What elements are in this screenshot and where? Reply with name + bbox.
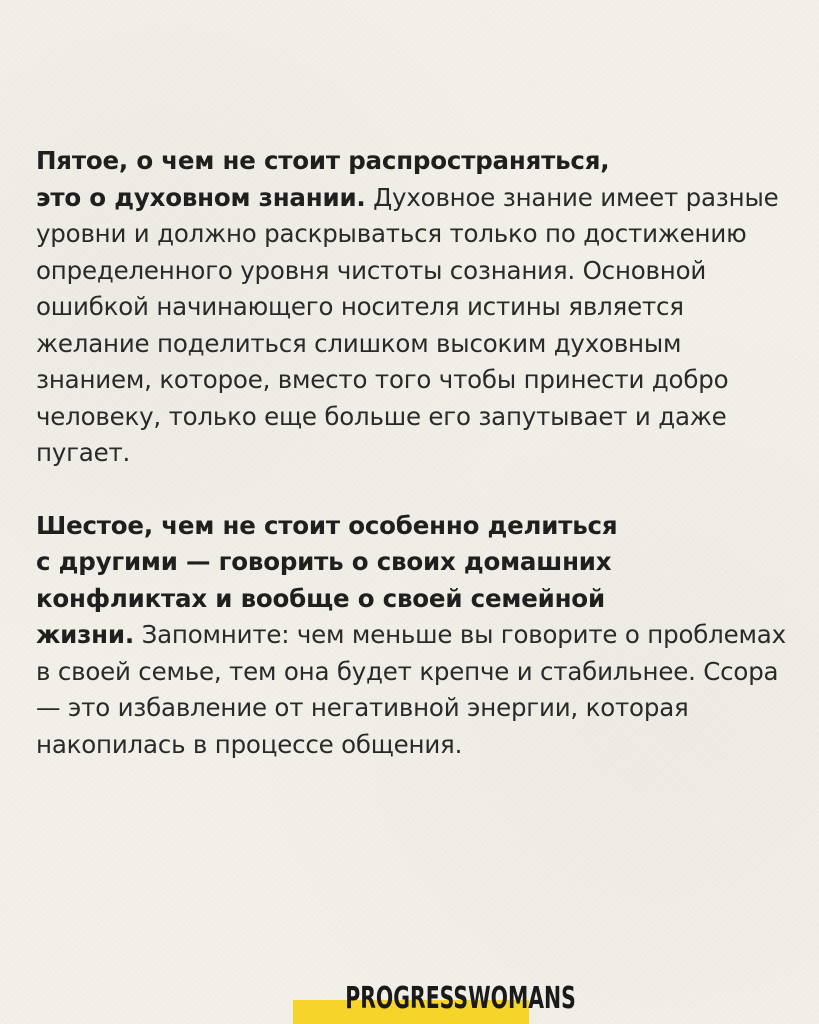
lead-line: Пятое, о чем не стоит распространяться, <box>36 146 610 175</box>
paragraph-body: Запомните: чем меньше вы говорите о проблемах в своей семье, тем она будет крепче и стабильнее. Ссора — это избавление от негативной энергии, которая накопилась в процессе общения. <box>36 620 786 759</box>
lead-line: жизни. <box>36 620 134 649</box>
lead-line: конфликтах и вообще о своей семейной <box>36 583 605 613</box>
paragraph-body: Духовное знание имеет разные уровни и должно раскрываться только по достижению определенного уровня чистоты сознания. Основной ошибкой начинающего носителя истины является желание поделиться слишком высоким духовным знанием, которое, вместо того чтобы принести добро человеку, только еще больше его запутывает и даже пугает. <box>36 182 779 467</box>
article-content <box>36 143 796 763</box>
lead-line: Шестое, чем не стоит особенно делиться <box>36 510 618 540</box>
paragraph-fifth <box>36 143 796 472</box>
lead-line: это о духовном знании. <box>36 182 366 212</box>
paragraph-sixth <box>36 508 796 764</box>
brand-name: PROGRESSWOMANS <box>345 981 576 1016</box>
brand-logo <box>291 973 576 1024</box>
lead-line: с другими — говорить о своих домашних <box>36 547 612 576</box>
